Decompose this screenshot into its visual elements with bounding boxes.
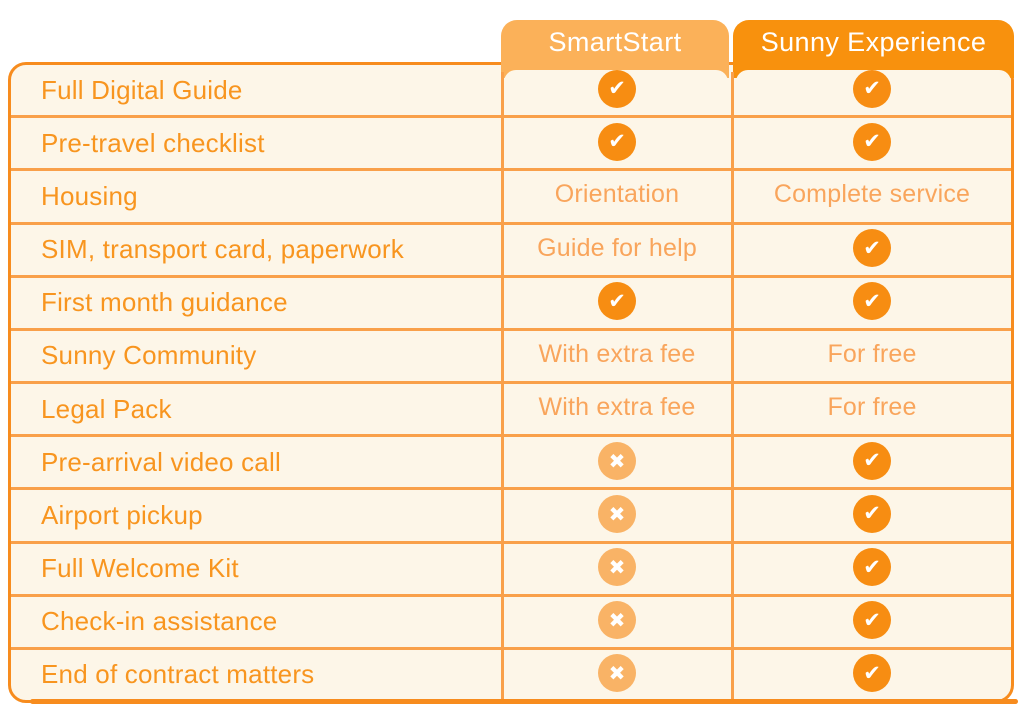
feature-label: Airport pickup (41, 499, 203, 530)
feature-label: Legal Pack (41, 393, 172, 424)
cross-icon (598, 654, 636, 692)
feature-label: Check-in assistance (41, 606, 278, 637)
cell-text: Orientation (554, 180, 680, 209)
sunny-cell (733, 541, 1011, 594)
cross-icon (598, 495, 636, 533)
cross-icon (598, 601, 636, 639)
sunny-cell (733, 328, 1011, 381)
cell-text: For free (827, 339, 917, 368)
column-header-smartstart: SmartStart (501, 20, 729, 78)
smartstart-cell (503, 328, 731, 381)
sunny-cell (733, 222, 1011, 275)
cross-icon (598, 548, 636, 586)
smartstart-cell (503, 381, 731, 434)
smartstart-cell (503, 62, 731, 115)
column-header-sunny-experience: Sunny Experience (733, 20, 1014, 78)
smartstart-cell (503, 115, 731, 168)
smartstart-cell (503, 594, 731, 647)
check-icon (598, 282, 636, 320)
feature-label: End of contract matters (41, 659, 315, 690)
sunny-cell (733, 62, 1011, 115)
check-icon (853, 654, 891, 692)
cell-text: For free (827, 393, 917, 422)
table-base-line (30, 699, 1018, 704)
sunny-cell (733, 381, 1011, 434)
check-icon (853, 282, 891, 320)
cell-text: With extra fee (538, 339, 696, 368)
smartstart-cell (503, 487, 731, 540)
feature-label: Sunny Community (41, 340, 257, 371)
check-icon (853, 442, 891, 480)
cell-text: Complete service (773, 180, 971, 209)
cell-text: Guide for help (537, 233, 697, 262)
smartstart-values-column (503, 62, 731, 700)
sunny-cell (733, 168, 1011, 221)
check-icon (853, 70, 891, 108)
sunny-cell (733, 275, 1011, 328)
sunny-cell (733, 434, 1011, 487)
feature-label: Full Digital Guide (41, 74, 243, 105)
check-icon (853, 123, 891, 161)
cross-icon (598, 442, 636, 480)
cell-text: With extra fee (538, 393, 696, 422)
smartstart-cell (503, 434, 731, 487)
check-icon (853, 601, 891, 639)
check-icon (598, 70, 636, 108)
feature-label: First month guidance (41, 287, 288, 318)
sunny-cell (733, 487, 1011, 540)
smartstart-cell (503, 541, 731, 594)
smartstart-cell (503, 222, 731, 275)
sunny-cell (733, 115, 1011, 168)
smartstart-cell (503, 275, 731, 328)
sunny-values-column (733, 62, 1011, 700)
check-icon (853, 495, 891, 533)
check-icon (598, 123, 636, 161)
feature-label: Housing (41, 180, 138, 211)
feature-label: Full Welcome Kit (41, 553, 239, 584)
smartstart-cell (503, 168, 731, 221)
sunny-cell (733, 594, 1011, 647)
feature-label: Pre-travel checklist (41, 127, 265, 158)
smartstart-cell (503, 647, 731, 700)
feature-label: SIM, transport card, paperwork (41, 234, 404, 265)
check-icon (853, 229, 891, 267)
check-icon (853, 548, 891, 586)
feature-label: Pre-arrival video call (41, 446, 281, 477)
sunny-cell (733, 647, 1011, 700)
